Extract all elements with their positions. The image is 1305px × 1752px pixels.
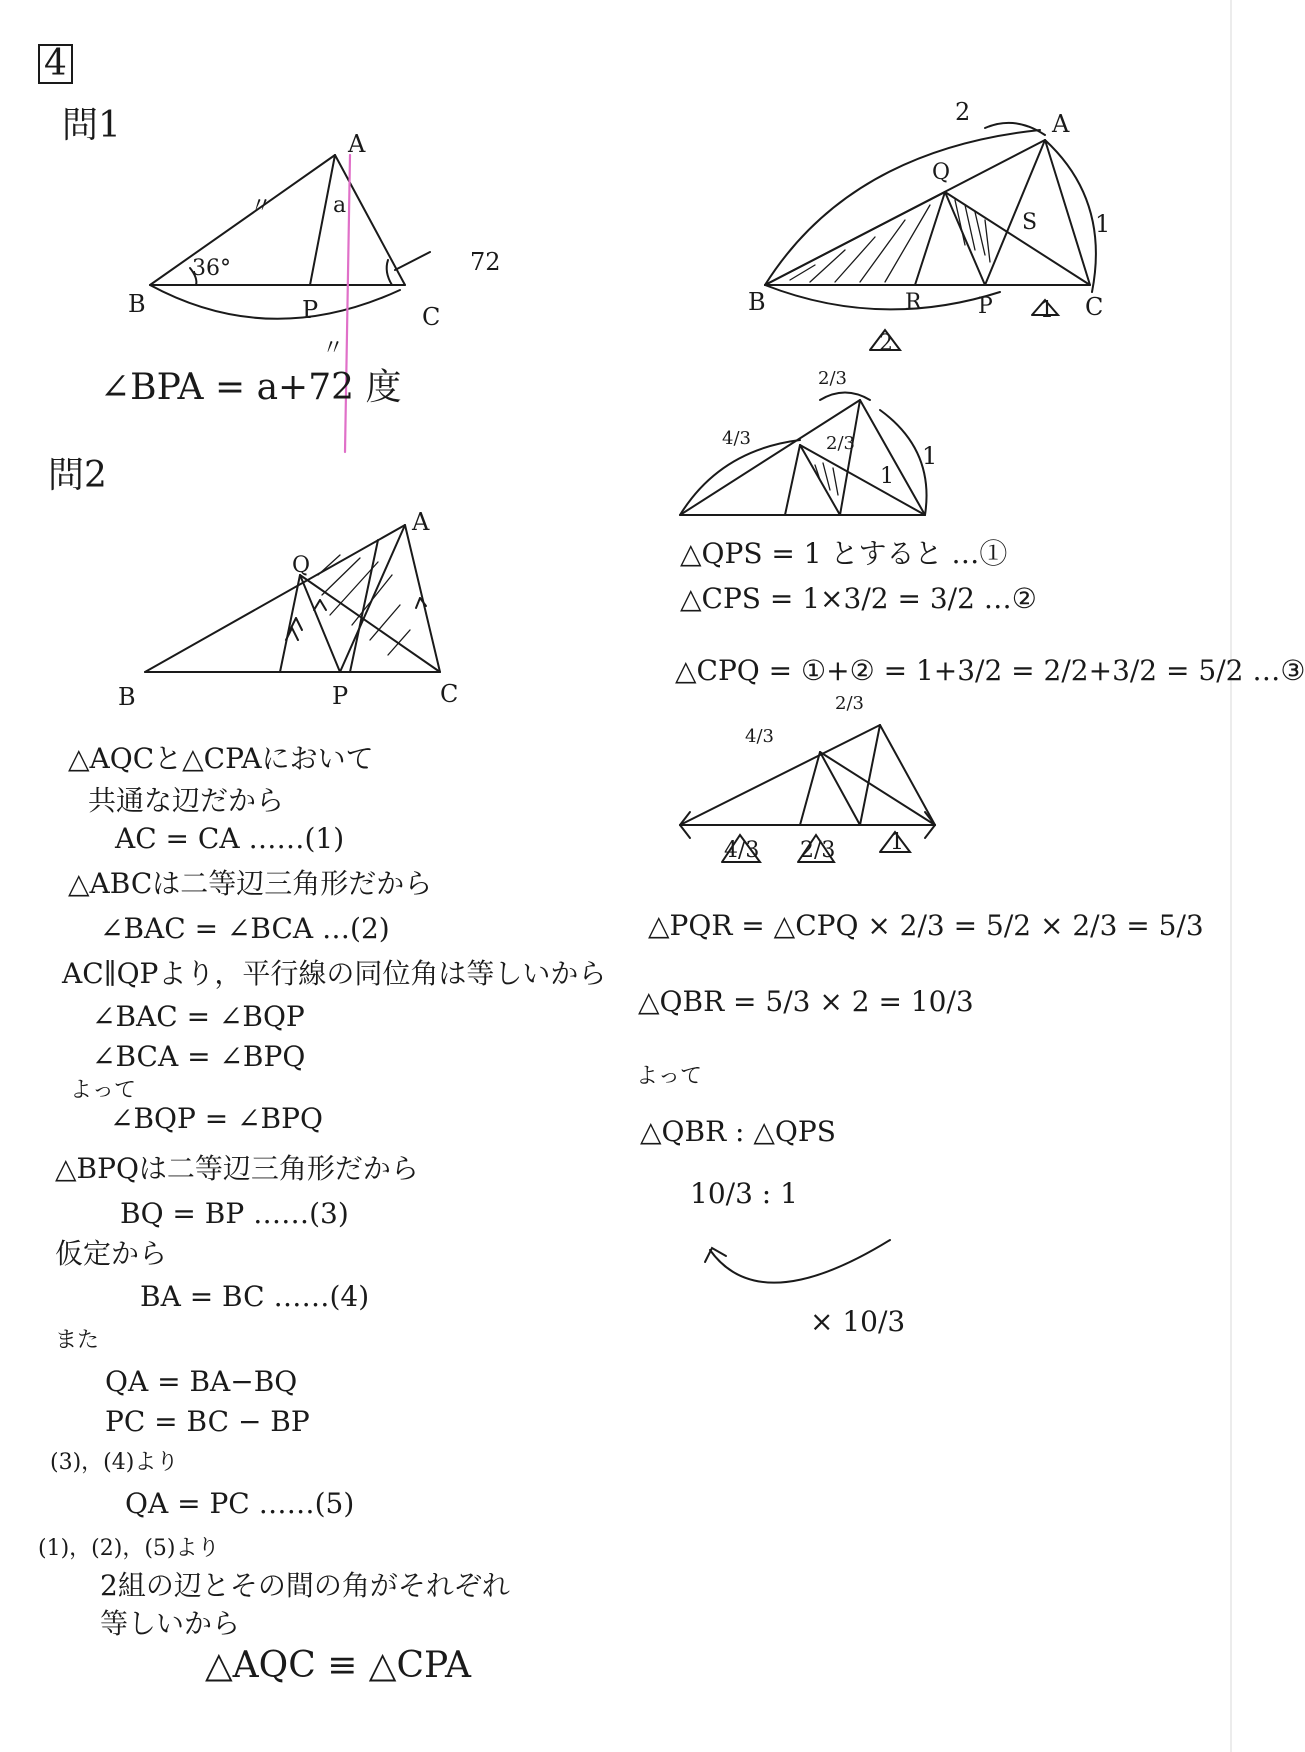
calc-cpq: △CPQ = ①+② = 1+3/2 = 2/2+3/2 = 5/2 …③ (675, 654, 1305, 687)
fig2-frac-inner (826, 435, 855, 454)
q2-point-q: Q (292, 553, 311, 578)
fig1-point-p: P (978, 294, 993, 319)
proof-line-20: (1)，(2)，(5)より (38, 1536, 220, 1561)
q1-angle-72: 72 (470, 248, 501, 276)
fig3-frac-top (835, 695, 864, 714)
fig1-point-b: B (748, 288, 766, 316)
proof-conclusion: △AQC ≡ △CPA (205, 1645, 471, 1686)
proof-line-6: AC∥QPより，平行線の同位角は等しいから (62, 957, 607, 990)
fig3-top-label: 2/3 (835, 693, 864, 714)
fig1-triangle-1: 1 (1040, 298, 1054, 323)
fig1-point-r: R (905, 290, 922, 315)
calc-cps: △CPS = 1×3/2 = 3/2 …② (680, 582, 1037, 615)
fig1-point-c: C (1085, 293, 1104, 321)
proof-line-2: 共通な辺だから (88, 784, 285, 817)
proof-line-22: 等しいから (100, 1607, 241, 1640)
q3-figure-2 (680, 393, 927, 516)
q1-angle-36: 36° (192, 256, 231, 281)
proof-line-14: BA = BC ……(4) (140, 1280, 370, 1313)
q2-point-a: A (412, 508, 430, 536)
proof-line-12: BQ = BP ……(3) (120, 1197, 349, 1230)
fig3-left-label: 4/3 (745, 726, 774, 747)
ratio-values: 10/3 : 1 (690, 1177, 798, 1210)
proof-line-17: PC = BC − BP (105, 1405, 310, 1438)
fig1-length-1: 1 (1095, 210, 1111, 238)
fig3-tri-c: 1 (890, 830, 904, 855)
proof-line-4: △ABCは二等辺三角形だから (68, 867, 433, 900)
fig2-right-inner: 1 (880, 464, 894, 489)
fig2-inner-label: 2/3 (826, 433, 855, 454)
proof-line-10: ∠BQP = ∠BPQ (110, 1102, 323, 1135)
fig1-point-s: S (1022, 210, 1038, 235)
fig3-frac-left (745, 728, 774, 747)
q1-point-b: B (128, 290, 146, 318)
q2-point-p: P (332, 682, 349, 710)
proof-line-13: 仮定から (55, 1237, 168, 1270)
proof-line-21: 2組の辺とその間の角がそれぞれ (100, 1569, 510, 1602)
proof-line-1: △AQCと△CPAにおいて (68, 742, 374, 775)
q2-point-c: C (440, 680, 459, 708)
q1-tick-bc: 〃 (322, 336, 345, 361)
calc-qps: △QPS = 1 とすると …① (680, 537, 1008, 570)
q1-point-a: A (348, 130, 366, 158)
fig3-tri-a: 4/3 (724, 838, 760, 863)
proof-line-18: (3)，(4)より (50, 1450, 179, 1475)
proof-line-9: よって (70, 1078, 137, 1103)
ratio-arrowhead (705, 1248, 726, 1262)
fig2-right: 1 (922, 442, 938, 470)
q2-label: 問2 (48, 455, 107, 496)
fig1-triangle-2: 2 (879, 331, 893, 356)
proof-line-3: AC = CA ……(1) (115, 822, 345, 855)
ratio-header: △QBR : △QPS (640, 1115, 836, 1148)
q1-tick-ab: 〃 (250, 194, 273, 219)
calc-pqr: △PQR = △CPQ × 2/3 = 5/2 × 2/3 = 5/3 (648, 909, 1204, 942)
calc-qbr: △QBR = 5/3 × 2 = 10/3 (638, 985, 974, 1018)
fig1-length-2: 2 (955, 98, 971, 126)
proof-line-11: △BPQは二等辺三角形だから (55, 1152, 419, 1185)
fig2-frac-top (818, 370, 847, 389)
q1-answer: ∠BPA = a+72 度 (100, 367, 402, 408)
q1-point-p: P (302, 296, 319, 324)
proof-line-16: QA = BA−BQ (105, 1365, 298, 1398)
fig3-tri-b: 2/3 (800, 838, 836, 863)
fig1-point-a: A (1052, 110, 1070, 138)
fig2-top-label: 2/3 (818, 368, 847, 389)
proof-line-7: ∠BAC = ∠BQP (92, 1000, 305, 1033)
proof-line-19: QA = PC ……(5) (125, 1487, 355, 1520)
calc-therefore: よって (636, 1064, 703, 1089)
proof-line-8: ∠BCA = ∠BPQ (92, 1040, 306, 1073)
fig1-point-q: Q (932, 160, 951, 185)
proof-line-5: ∠BAC = ∠BCA …(2) (100, 912, 390, 945)
q2-triangle (145, 525, 440, 672)
ratio-arc (710, 1240, 890, 1283)
proof-line-15: また (55, 1328, 100, 1353)
q1-point-c: C (422, 303, 441, 331)
q1-label: 問1 (62, 105, 121, 146)
fig2-left-label: 4/3 (722, 428, 751, 449)
problem-number: 4 (38, 44, 73, 84)
q1-angle-a: a (333, 193, 347, 218)
fig2-frac-left (722, 430, 751, 449)
ratio-multiplier: × 10/3 (810, 1305, 906, 1338)
q2-point-b: B (118, 683, 136, 711)
